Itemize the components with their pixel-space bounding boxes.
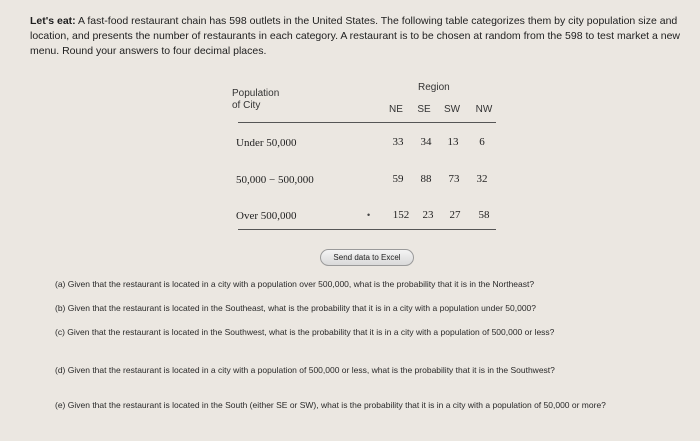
row-label-50000-500000: 50,000 − 500,000 — [236, 174, 314, 186]
cell-under-sw: 13 — [447, 136, 459, 148]
row-header-line-1: Population — [232, 88, 280, 99]
cell-over-nw: 58 — [478, 209, 490, 221]
row-header — [232, 88, 279, 112]
region-header: Region — [418, 82, 450, 93]
cell-mid-se: 88 — [420, 173, 432, 185]
question-d: (d) Given that the restaurant is located in a city with a population of 500,000 or less, what is the probability that it is in the Southwest? — [55, 365, 555, 375]
question-c: (c) Given that the restaurant is located in the Southwest, what is the probability that it is in a city with a population of 500,000 or less? — [55, 327, 555, 337]
cell-over-sw: 27 — [449, 209, 461, 221]
column-header-ne: NE — [389, 104, 403, 115]
problem-statement — [30, 14, 690, 59]
cell-under-ne: 33 — [392, 136, 404, 148]
column-header-nw: NW — [475, 104, 493, 115]
question-a: (a) Given that the restaurant is located in a city with a population over 500,000, what is the probability that it is in the Northeast? — [55, 279, 535, 289]
problem-text: A fast-food restaurant chain has 598 outlets in the United States. The following table categorizes them by city population size and location, and presents the number of restaurants in each category. A restaurant is to be chosen at random from the 598 to test market a new menu. Round your answers to four decimal places. — [30, 15, 681, 57]
column-header-se: SE — [417, 104, 431, 115]
header-rule — [238, 122, 496, 123]
question-e: (e) Given that the restaurant is located in the South (either SE or SW), what is the probability that it is in a city with a population of 50,000 or more? — [55, 400, 606, 410]
row-label-under-50000: Under 50,000 — [236, 137, 297, 149]
cell-under-se: 34 — [420, 136, 432, 148]
row-header-line-2: of City — [232, 100, 261, 111]
cell-under-nw: 6 — [479, 136, 485, 148]
cell-mid-ne: 59 — [392, 173, 404, 185]
row-label-over-500000: Over 500,000 — [236, 210, 297, 222]
question-b: (b) Given that the restaurant is located in the Southeast, what is the probability that it is in a city with a population under 50,000? — [55, 303, 537, 313]
problem-title: Let's eat: — [30, 15, 76, 27]
bullet-mark: • — [367, 210, 371, 220]
send-to-excel-button[interactable]: Send data to Excel — [320, 249, 414, 266]
column-header-sw: SW — [443, 104, 461, 115]
cell-mid-sw: 73 — [448, 173, 460, 185]
cell-over-ne: 152 — [392, 209, 410, 221]
restaurant-table — [228, 80, 500, 240]
cell-mid-nw: 32 — [476, 173, 488, 185]
footer-rule — [238, 229, 496, 230]
cell-over-se: 23 — [422, 209, 434, 221]
